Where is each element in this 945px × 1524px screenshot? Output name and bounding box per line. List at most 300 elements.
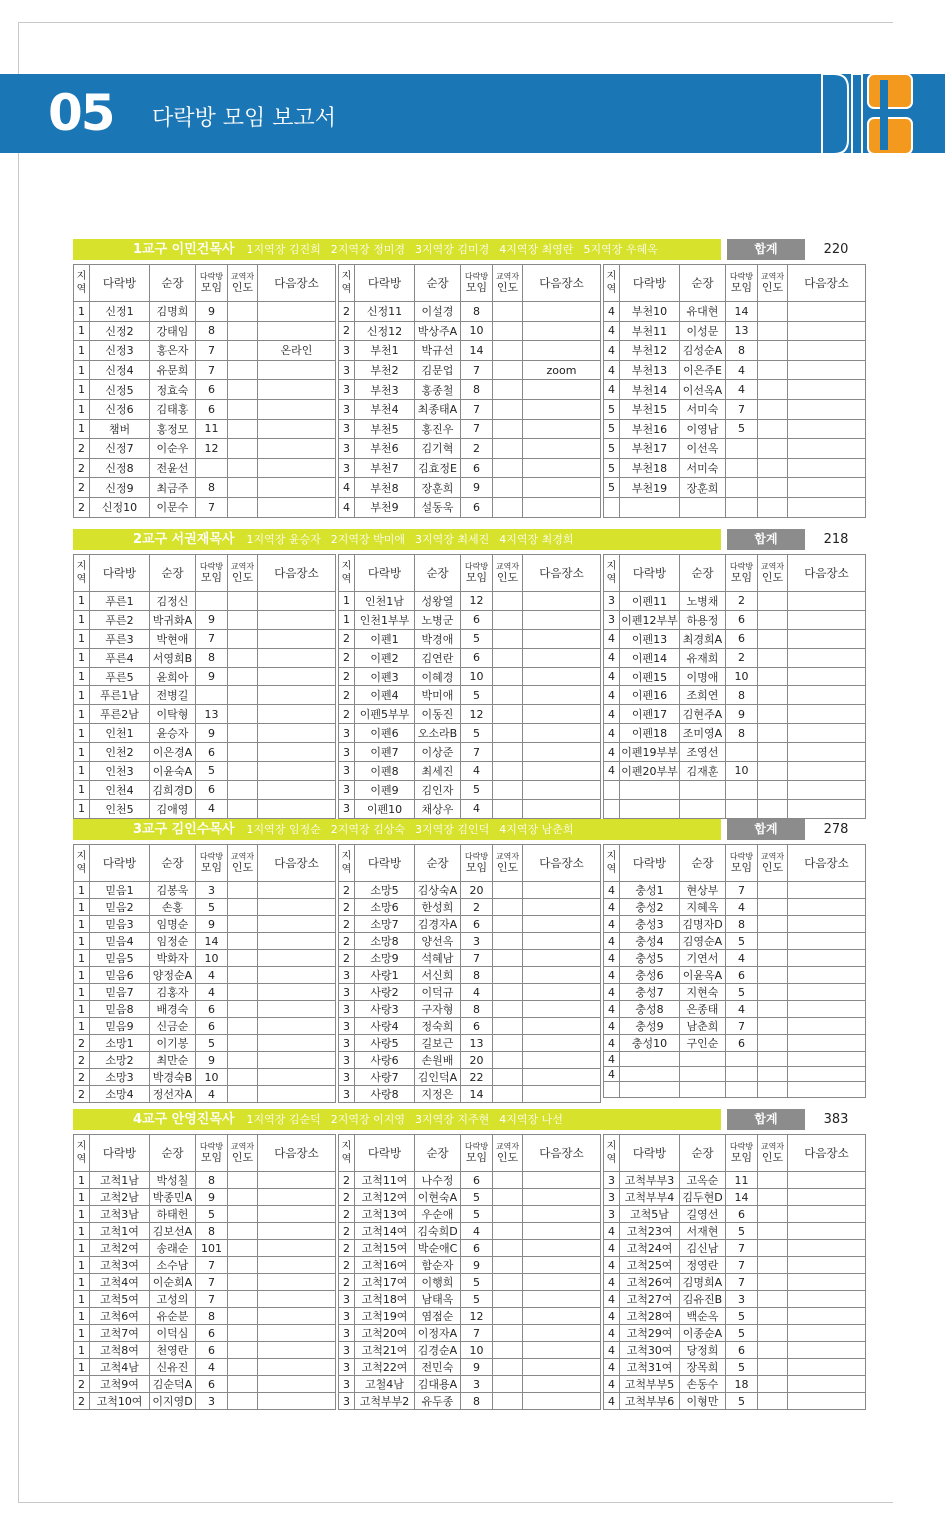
next-place-cell: [788, 705, 866, 724]
region-cell: 3: [339, 399, 355, 419]
region-cell: 2: [74, 1052, 90, 1069]
room-cell: 이펜2: [355, 648, 415, 667]
room-cell: 사랑5: [355, 1035, 415, 1052]
leader-cell: 김보선A: [150, 1223, 196, 1240]
meeting-count-cell: 4: [196, 984, 228, 1001]
room-cell: 신정8: [90, 458, 150, 478]
room-cell: 고철4남: [355, 1376, 415, 1393]
guide-cell: [228, 1189, 258, 1206]
leader-cell: 김봉욱: [150, 882, 196, 899]
leader-cell: 정영란: [680, 1257, 726, 1274]
region-cell: 2: [74, 1086, 90, 1103]
guide-cell: [228, 1325, 258, 1342]
leader-cell: 이은경A: [150, 743, 196, 762]
room-cell: 소망6: [355, 899, 415, 916]
next-place-cell: [523, 1069, 601, 1086]
table-row: [604, 1172, 866, 1189]
room-cell: 이펜13: [620, 629, 680, 648]
room-cell: 부천8: [355, 478, 415, 498]
room-cell: 이펜17: [620, 705, 680, 724]
section-title-bar: [73, 1109, 721, 1130]
room-header: 다락방: [90, 265, 150, 302]
guide-cell: [228, 629, 258, 648]
total-value: 220: [823, 242, 849, 257]
table-row: [604, 1082, 866, 1097]
guide-header-bottom: 인도: [231, 861, 254, 874]
room-cell: 사랑4: [355, 1018, 415, 1035]
table-row: [74, 882, 336, 899]
leader-cell: 홍진우: [415, 419, 461, 439]
guide-cell: [758, 1067, 788, 1082]
chapter-number: 05: [48, 84, 114, 142]
table-row: [339, 1376, 601, 1393]
guide-cell: [493, 950, 523, 967]
leader-cell: 이명애: [680, 667, 726, 686]
table-row: [339, 419, 601, 439]
leader-cell: 노병군: [415, 610, 461, 629]
meeting-header-bottom: 모임: [730, 571, 753, 584]
meeting-header-bottom: 모임: [730, 281, 753, 294]
meeting-header: [726, 845, 758, 882]
leader-cell: 김대용A: [415, 1376, 461, 1393]
guide-cell: [493, 419, 523, 439]
report-table: [603, 554, 866, 819]
guide-cell: [228, 1342, 258, 1359]
guide-cell: [228, 399, 258, 419]
leader-cell: 김인덕A: [415, 1069, 461, 1086]
guide-cell: [228, 439, 258, 459]
table-row: [339, 648, 601, 667]
table-row: [604, 1342, 866, 1359]
meeting-count-cell: 4: [461, 762, 493, 781]
guide-cell: [493, 629, 523, 648]
meeting-header-top: 다락방: [464, 562, 489, 571]
meeting-count-cell: 4: [726, 950, 758, 967]
table-row: [339, 341, 601, 361]
region-cell: 1: [74, 882, 90, 899]
pastor-name: 4교구 안영진목사: [133, 1112, 235, 1127]
meeting-count-cell: 7: [196, 360, 228, 380]
table-row: [339, 1291, 601, 1308]
place-header: 다음장소: [258, 845, 336, 882]
guide-cell: [493, 1189, 523, 1206]
region-cell: 4: [604, 882, 620, 899]
table-row: [604, 882, 866, 899]
region-cell: 2: [339, 1172, 355, 1189]
leader-cell: 김상숙A: [415, 882, 461, 899]
region-cell: 1: [74, 1189, 90, 1206]
leader-cell: 김희경D: [150, 780, 196, 799]
report-table: [338, 264, 601, 518]
table-row: [604, 686, 866, 705]
next-place-cell: [788, 1274, 866, 1291]
region-cell: 2: [74, 458, 90, 478]
table-row: [74, 648, 336, 667]
meeting-count-cell: 7: [726, 1018, 758, 1035]
region-cell: 4: [604, 1359, 620, 1376]
region-cell: 1: [74, 629, 90, 648]
region-cell: 3: [339, 1291, 355, 1308]
region-cell: 1: [74, 1018, 90, 1035]
guide-cell: [493, 705, 523, 724]
guide-header: [758, 845, 788, 882]
guide-cell: [758, 762, 788, 781]
leader-cell: 배경숙: [150, 1001, 196, 1018]
region-cell: 4: [604, 1342, 620, 1359]
table-row: [339, 799, 601, 818]
meeting-count-cell: 7: [726, 1274, 758, 1291]
region-cell: 2: [74, 439, 90, 459]
meeting-count-cell: 20: [461, 882, 493, 899]
room-cell: 부천7: [355, 458, 415, 478]
guide-cell: [493, 1257, 523, 1274]
guide-cell: [758, 799, 788, 818]
guide-cell: [228, 321, 258, 341]
table-row: [604, 967, 866, 984]
leader-cell: 최금주: [150, 478, 196, 498]
next-place-cell: [258, 1240, 336, 1257]
room-cell: 부천15: [620, 399, 680, 419]
meeting-header-top: 다락방: [464, 1142, 489, 1151]
meeting-count-cell: 8: [196, 478, 228, 498]
guide-cell: [493, 439, 523, 459]
meeting-header: [461, 845, 493, 882]
region-cell: 4: [604, 1240, 620, 1257]
guide-cell: [758, 950, 788, 967]
guide-header-top: 교역자: [495, 1142, 520, 1151]
room-cell: 인천5: [90, 799, 150, 818]
guide-cell: [493, 610, 523, 629]
region-cell: [604, 497, 620, 517]
guide-cell: [493, 1223, 523, 1240]
region-cell: 2: [339, 686, 355, 705]
meeting-count-cell: 5: [196, 899, 228, 916]
table-row: [604, 1393, 866, 1410]
leader-cell: 하태헌: [150, 1206, 196, 1223]
region-cell: 2: [339, 1274, 355, 1291]
meeting-count-cell: 7: [461, 1325, 493, 1342]
section-header: [73, 1109, 865, 1130]
guide-cell: [758, 1376, 788, 1393]
meeting-count-cell: [726, 458, 758, 478]
meeting-header-bottom: 모임: [465, 571, 488, 584]
region-cell: 4: [604, 967, 620, 984]
meeting-count-cell: 2: [726, 592, 758, 611]
guide-header-top: 교역자: [230, 272, 255, 281]
leader-cell: 우순애: [415, 1206, 461, 1223]
leader-cell: 이동진: [415, 705, 461, 724]
leader-cell: 당정희: [680, 1342, 726, 1359]
meeting-header: [726, 555, 758, 592]
table-row: [74, 439, 336, 459]
table-row: [604, 1035, 866, 1052]
leader-cell: 강태임: [150, 321, 196, 341]
meeting-count-cell: 7: [726, 1240, 758, 1257]
region-cell: 1: [74, 592, 90, 611]
leader-header: 순장: [415, 555, 461, 592]
guide-cell: [228, 1018, 258, 1035]
leader-cell: 박경애: [415, 629, 461, 648]
meeting-count-cell: 5: [461, 1189, 493, 1206]
region-header: 지역: [604, 1135, 620, 1172]
table-row: [604, 899, 866, 916]
table-row: [74, 1359, 336, 1376]
meeting-count-cell: 4: [726, 899, 758, 916]
table-row: [339, 1035, 601, 1052]
room-cell: 고척30여: [620, 1342, 680, 1359]
meeting-count-cell: 101: [196, 1240, 228, 1257]
meeting-count-cell: 5: [461, 1274, 493, 1291]
room-cell: 고척10여: [90, 1393, 150, 1410]
leader-cell: 김경자A: [415, 916, 461, 933]
total-label: 합계: [727, 1109, 805, 1130]
guide-cell: [758, 360, 788, 380]
next-place-cell: [258, 882, 336, 899]
table-row: [339, 1342, 601, 1359]
next-place-cell: [258, 1291, 336, 1308]
page-frame-left: [18, 22, 19, 1502]
region-cell: 3: [339, 1325, 355, 1342]
room-cell: 고척17여: [355, 1274, 415, 1291]
leader-cell: 전윤선: [150, 458, 196, 478]
room-cell: 소망5: [355, 882, 415, 899]
meeting-count-cell: 5: [726, 984, 758, 1001]
table-row: [339, 478, 601, 498]
meeting-count-cell: 8: [196, 1223, 228, 1240]
guide-cell: [493, 1018, 523, 1035]
guide-cell: [493, 899, 523, 916]
leader-cell: 이순우: [150, 439, 196, 459]
guide-cell: [758, 882, 788, 899]
region-cell: 3: [339, 1035, 355, 1052]
guide-header-bottom: 인도: [231, 571, 254, 584]
guide-cell: [493, 780, 523, 799]
region-header: 지역: [604, 265, 620, 302]
room-cell: 부천12: [620, 341, 680, 361]
meeting-count-cell: 8: [726, 724, 758, 743]
next-place-cell: [788, 610, 866, 629]
guide-cell: [228, 882, 258, 899]
table-row: [74, 478, 336, 498]
room-cell: 고척19여: [355, 1308, 415, 1325]
guide-header: [493, 845, 523, 882]
meeting-count-cell: 5: [461, 1291, 493, 1308]
region-cell: 4: [604, 667, 620, 686]
leader-cell: 이문수: [150, 497, 196, 517]
table-row: [604, 799, 866, 818]
guide-cell: [228, 1206, 258, 1223]
meeting-count-cell: 7: [461, 950, 493, 967]
table-row: [339, 439, 601, 459]
region-cell: 4: [604, 1035, 620, 1052]
guide-cell: [493, 1052, 523, 1069]
next-place-cell: [788, 1325, 866, 1342]
pastor-name: 2교구 서권재목사: [133, 532, 235, 547]
table-row: [604, 724, 866, 743]
next-place-cell: 온라인: [258, 341, 336, 361]
next-place-cell: [523, 882, 601, 899]
region-cell: 1: [74, 1240, 90, 1257]
region-cell: 1: [74, 1342, 90, 1359]
leader-cell: 이정자A: [415, 1325, 461, 1342]
guide-cell: [758, 984, 788, 1001]
guide-cell: [228, 1291, 258, 1308]
room-cell: 부천1: [355, 341, 415, 361]
guide-cell: [758, 1274, 788, 1291]
leader-cell: 유순분: [150, 1308, 196, 1325]
next-place-cell: [523, 1376, 601, 1393]
leader-cell: 김숙희D: [415, 1223, 461, 1240]
region-cell: 4: [604, 302, 620, 322]
region-cell: 3: [339, 1308, 355, 1325]
guide-cell: [758, 724, 788, 743]
meeting-count-cell: [196, 458, 228, 478]
region-cell: 1: [74, 950, 90, 967]
room-cell: 부천5: [355, 419, 415, 439]
table-row: [604, 762, 866, 781]
region-cell: 1: [74, 1325, 90, 1342]
room-cell: 사랑2: [355, 984, 415, 1001]
region-cell: 4: [604, 1257, 620, 1274]
next-place-cell: [788, 882, 866, 899]
region-cell: 3: [339, 780, 355, 799]
table-header-row: [339, 555, 601, 592]
room-header: 다락방: [355, 845, 415, 882]
guide-cell: [228, 667, 258, 686]
meeting-count-cell: 5: [196, 1035, 228, 1052]
table-header-row: [339, 265, 601, 302]
meeting-count-cell: 9: [196, 610, 228, 629]
region-cell: 5: [604, 399, 620, 419]
meeting-count-cell: [726, 1082, 758, 1097]
table-row: [74, 1069, 336, 1086]
next-place-cell: [788, 762, 866, 781]
guide-cell: [758, 629, 788, 648]
meeting-count-cell: 5: [196, 1206, 228, 1223]
room-cell: 고척31여: [620, 1359, 680, 1376]
guide-cell: [228, 302, 258, 322]
region-cell: 4: [604, 686, 620, 705]
leader-header: 순장: [150, 1135, 196, 1172]
leader-cell: 이윤숙A: [150, 762, 196, 781]
leader-cell: 전민숙: [415, 1359, 461, 1376]
leader-cell: 김재훈: [680, 762, 726, 781]
meeting-count-cell: 20: [461, 1052, 493, 1069]
table-row: [604, 478, 866, 498]
meeting-count-cell: [726, 478, 758, 498]
region-cell: 1: [74, 984, 90, 1001]
region-cell: 4: [604, 360, 620, 380]
next-place-cell: [788, 399, 866, 419]
next-place-cell: [788, 1291, 866, 1308]
room-cell: 고척21여: [355, 1342, 415, 1359]
guide-cell: [493, 724, 523, 743]
leader-cell: 조영선: [680, 743, 726, 762]
leader-cell: 김명희A: [680, 1274, 726, 1291]
guide-header: [228, 845, 258, 882]
guide-header-top: 교역자: [495, 852, 520, 861]
region-header: 지역: [604, 845, 620, 882]
next-place-cell: [788, 950, 866, 967]
leader-cell: [680, 497, 726, 517]
meeting-count-cell: 6: [726, 1035, 758, 1052]
guide-cell: [493, 1069, 523, 1086]
leader-cell: 홍정모: [150, 419, 196, 439]
room-cell: 고척15여: [355, 1240, 415, 1257]
place-header: 다음장소: [258, 555, 336, 592]
leader-header: 순장: [680, 845, 726, 882]
guide-cell: [758, 399, 788, 419]
room-cell: 푸른2남: [90, 705, 150, 724]
guide-header: [758, 1135, 788, 1172]
meeting-count-cell: 8: [461, 967, 493, 984]
leader-cell: 한성희: [415, 899, 461, 916]
leader-cell: 이성문: [680, 321, 726, 341]
meeting-count-cell: 2: [726, 648, 758, 667]
leader-cell: 김효정E: [415, 458, 461, 478]
guide-cell: [758, 933, 788, 950]
table-row: [339, 724, 601, 743]
guide-cell: [758, 686, 788, 705]
guide-cell: [758, 1018, 788, 1035]
region-leader: 5지역장 우혜옥: [583, 243, 658, 256]
meeting-count-cell: 11: [196, 419, 228, 439]
room-cell: 이펜1: [355, 629, 415, 648]
table-row: [604, 1257, 866, 1274]
next-place-cell: [258, 1018, 336, 1035]
meeting-header-top: 다락방: [199, 852, 224, 861]
meeting-header-top: 다락방: [729, 562, 754, 571]
room-cell: 소망4: [90, 1086, 150, 1103]
leader-cell: 이영남: [680, 419, 726, 439]
meeting-count-cell: 14: [461, 341, 493, 361]
table-row: [604, 667, 866, 686]
next-place-cell: [788, 724, 866, 743]
room-cell: 고척24여: [620, 1240, 680, 1257]
room-header: 다락방: [90, 1135, 150, 1172]
room-cell: 충성6: [620, 967, 680, 984]
next-place-cell: [788, 1067, 866, 1082]
guide-cell: [493, 1325, 523, 1342]
guide-cell: [758, 743, 788, 762]
room-cell: 소망2: [90, 1052, 150, 1069]
leader-cell: 김문업: [415, 360, 461, 380]
meeting-count-cell: 9: [196, 916, 228, 933]
leader-cell: 고성의: [150, 1291, 196, 1308]
leader-cell: 박성칠: [150, 1172, 196, 1189]
next-place-cell: [523, 1001, 601, 1018]
leader-cell: 신유진: [150, 1359, 196, 1376]
region-cell: 3: [604, 1206, 620, 1223]
leader-cell: 서영희B: [150, 648, 196, 667]
meeting-count-cell: 4: [726, 380, 758, 400]
table-row: [604, 743, 866, 762]
table-row: [339, 1223, 601, 1240]
table-row: [604, 1308, 866, 1325]
next-place-cell: [523, 321, 601, 341]
guide-cell: [493, 967, 523, 984]
guide-cell: [493, 1240, 523, 1257]
leader-header: 순장: [150, 265, 196, 302]
leader-cell: 구인순: [680, 1035, 726, 1052]
leader-cell: 김명희: [150, 302, 196, 322]
region-cell: 4: [604, 629, 620, 648]
room-cell: 신정7: [90, 439, 150, 459]
region-cell: 1: [74, 610, 90, 629]
table-row: [339, 899, 601, 916]
next-place-cell: [788, 1359, 866, 1376]
room-cell: 믿음8: [90, 1001, 150, 1018]
